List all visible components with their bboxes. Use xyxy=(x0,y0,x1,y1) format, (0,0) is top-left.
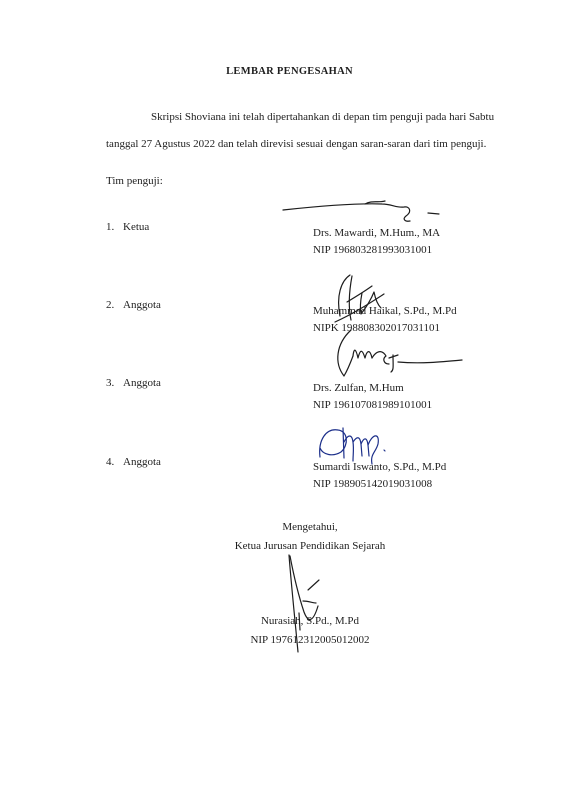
committee-label: Tim penguji: xyxy=(106,175,163,187)
approval-position: Ketua Jurusan Pendidikan Sejarah xyxy=(234,540,386,552)
page-title: LEMBAR PENGESAHAN xyxy=(226,66,353,77)
intro-text-line-1: Skripsi Shoviana ini telah dipertahankan di depan tim penguji pada hari Sabtu xyxy=(151,111,495,123)
member-name: Drs. Mawardi, M.Hum., MA xyxy=(313,227,441,239)
member-id: NIP 198905142019031008 xyxy=(313,478,433,490)
member-name: Drs. Zulfan, M.Hum xyxy=(313,382,404,394)
member-number: 4. xyxy=(106,456,115,468)
intro-text-line-2: tanggal 27 Agustus 2022 dan telah direvisi sesuai dengan saran-saran dari tim penguji. xyxy=(106,138,487,150)
member-number: 1. xyxy=(106,221,115,233)
member-role: Anggota xyxy=(123,299,161,311)
member-role: Ketua xyxy=(123,221,150,233)
member-number: 2. xyxy=(106,299,115,311)
member-number: 3. xyxy=(106,377,115,389)
signature-anggota-3[interactable] xyxy=(320,428,385,464)
signature-ketua xyxy=(283,201,439,221)
approval-label: Mengetahui, xyxy=(282,521,338,533)
member-role: Anggota xyxy=(123,456,161,468)
signature-ketua-jurusan xyxy=(289,555,319,652)
member-id: NIP 196107081989101001 xyxy=(313,399,433,411)
member-role: Anggota xyxy=(123,377,161,389)
member-id: NIP 196803281993031001 xyxy=(313,244,433,256)
member-id: NIPK 198808302017031101 xyxy=(313,322,441,334)
signature-anggota-1 xyxy=(335,275,384,322)
signature-anggota-2 xyxy=(338,330,462,376)
member-name: Muhammad Haikal, S.Pd., M.Pd xyxy=(313,305,457,317)
member-name: Sumardi Iswanto, S.Pd., M.Pd xyxy=(313,461,447,473)
approval-name: Nurasiah, S.Pd., M.Pd xyxy=(260,615,360,627)
approval-id: NIP 197612312005012002 xyxy=(250,634,370,646)
